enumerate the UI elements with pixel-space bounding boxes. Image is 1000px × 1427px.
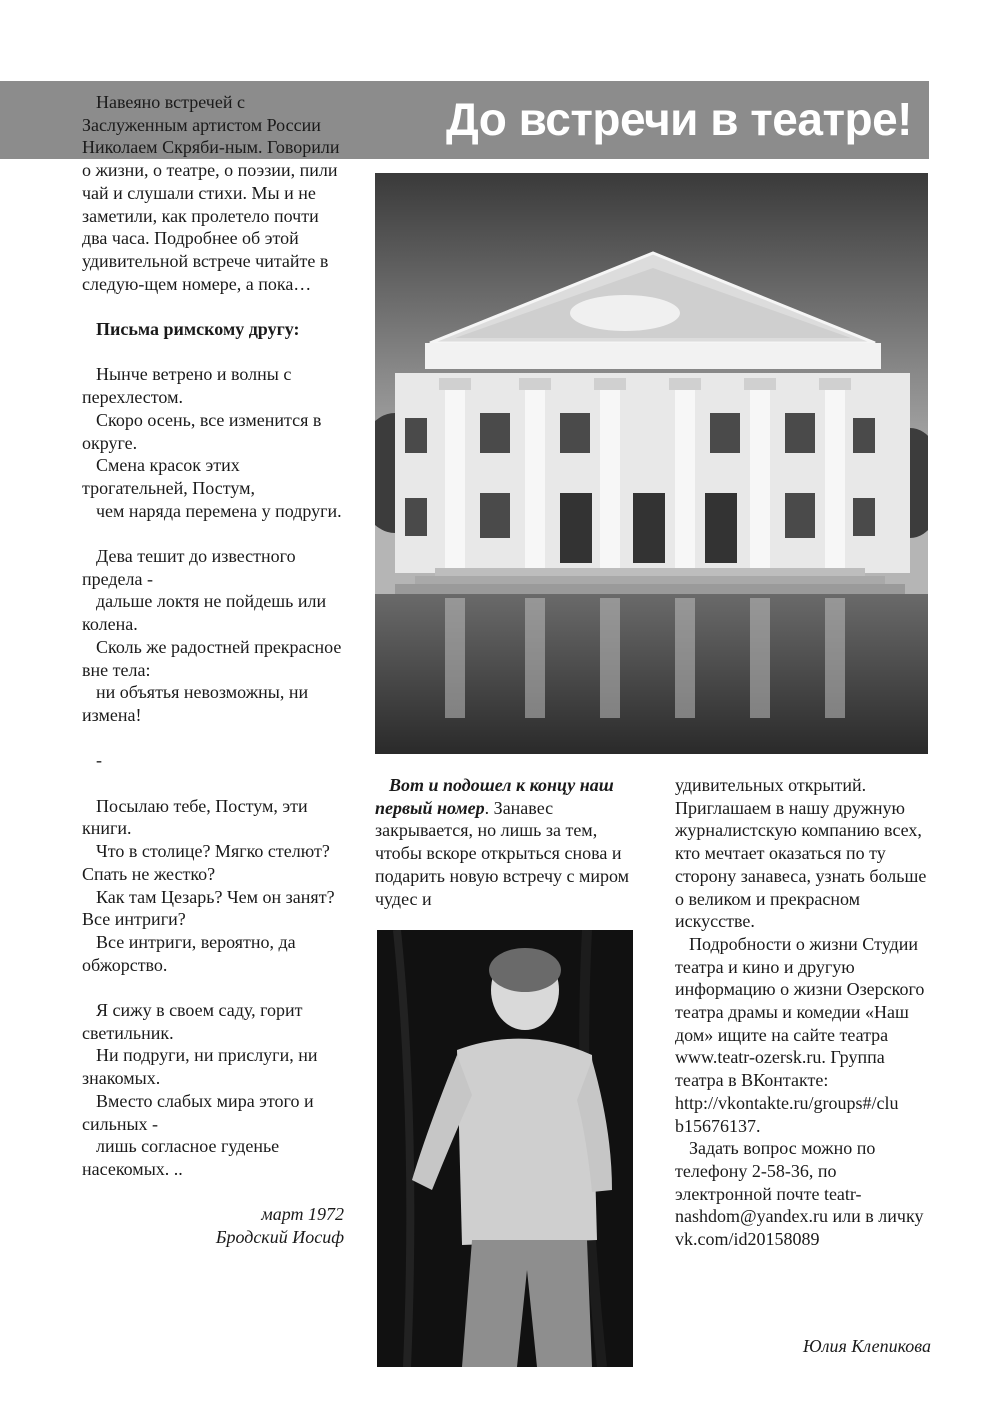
poem-line: Я сижу в своем саду, горит светильник. (82, 1000, 303, 1043)
poem-line: Ни подруги, ни прислуги, ни знакомых. (82, 1045, 318, 1089)
right-paragraph-2: Подробности о жизни Студии театра и кино и другую информацию о жизни Озерского театра драмы и комедии «Наш дом» ищите на сайте театра www.teatr-ozersk.ru. Группа театра в ВКонтакте: http://vkontakte.ru/groups#/clu b15676137. (675, 933, 925, 1136)
closing-lead-rest: . Занавес закрывается, но лишь за тем, чтобы вскоре открыться снова и подарить новую встречу с миром чудес и (375, 797, 630, 909)
poem-line: дальше локтя не пойдешь или колена. (82, 591, 327, 635)
poem-dash: - (96, 750, 102, 771)
right-paragraph-1: удивительных открытий. Приглашаем в нашу дружную журналистскую компанию всех, кто мечтает оказаться по ту сторону занавеса, узнать больше о великом и прекрасном искусстве. (675, 775, 927, 932)
left-column (82, 91, 344, 1249)
closing-lead (375, 774, 637, 910)
poem-stanza-1 (82, 363, 344, 522)
article-author: Юлия Клепикова (803, 1336, 931, 1356)
theatre-building-photo (375, 173, 928, 754)
closing-lead-bold: Вот и подошел к концу наш первый номер (375, 775, 614, 818)
poem-line: Как там Цезарь? Чем он занят? Все интриги? (82, 886, 335, 930)
poem-date: март 1972 (261, 1204, 344, 1225)
poem-stanza-4 (82, 999, 344, 1181)
intro-paragraph: Навеяно встречей с Заслуженным артистом России Николаем Скряби-ным. Говорили о жизни, о театре, о поэзии, пили чай и слушали стихи. Мы и не заметили, как пролетело почти два часа. Подробнее об этой удивительной встрече читайте в следую-щем номере, а пока… (82, 92, 340, 294)
poem-line: ни объятья невозможны, ни измена! (82, 682, 309, 725)
poem-line: Вместо слабых мира этого и сильных - (82, 1090, 314, 1134)
poem-line: Все интриги, вероятно, да обжорство. (82, 931, 296, 975)
poem-stanza-3 (82, 795, 344, 977)
poem-line: Что в столице? Мягко стелют? Спать не жестко? (82, 841, 330, 884)
right-paragraph-3: Задать вопрос можно по телефону 2-58-36, по электронной почте teatr-nashdom@yandex.ru или в личку vk.com/id20158089 (675, 1138, 924, 1250)
poem-title: Письма римскому другу: (96, 319, 300, 340)
poem-line: Посылаю тебе, Постум, эти книги. (82, 795, 308, 839)
poem-line: Нынче ветрено и волны с перехлестом. (82, 364, 292, 408)
poem-line: Сколь же радостней прекрасное вне тела: (82, 636, 342, 680)
poem-line: Скоро осень, все изменится в округе. (82, 409, 322, 453)
poem-author: Бродский Иосиф (215, 1227, 344, 1248)
right-column (675, 774, 931, 1251)
poem-line: чем наряда перемена у подруги. (96, 500, 342, 521)
poem-line: Смена красок этих трогательней, Постум, (82, 455, 256, 498)
actor-photo (377, 930, 633, 1367)
middle-column (375, 774, 637, 910)
poem-line: Дева тешит до известного предела - (82, 546, 296, 589)
poem-stanza-2 (82, 545, 344, 727)
page-title: До встречи в театре! (445, 93, 912, 145)
poem-line: лишь согласное гуденье насекомых. .. (82, 1136, 280, 1179)
